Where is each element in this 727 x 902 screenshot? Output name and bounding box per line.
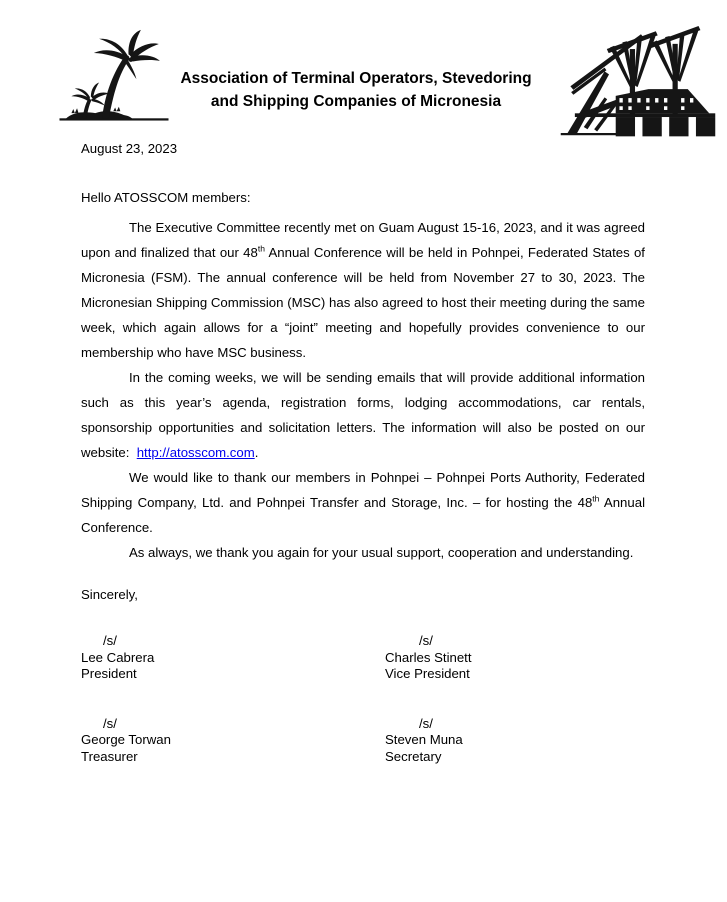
signature-block-secretary (385, 716, 645, 766)
paragraph-conference-announcement: The Executive Committee recently met on Guam August 15-16, 2023, and it was agreed upon and finalized that our 48th Annual Conference will be held in Pohnpei, Federated States of Micronesia (FSM). The annual conference will be held from November 27 to 30, 2023. The Micronesian Shipping Commission (MSC) has also agreed to host their meeting during the same week, which again allows for a “joint” meeting and hopefully provides convenience to our membership who have MSC business. (81, 220, 645, 360)
closing-salutation: Sincerely, (81, 587, 138, 602)
signature-name: Steven Muna (385, 732, 463, 747)
signature-title: Secretary (385, 748, 442, 764)
org-title-line1: Association of Terminal Operators, Stevedoring (180, 70, 532, 87)
signature-block-vice-president (385, 633, 645, 683)
ordinal-superscript: th (257, 243, 265, 254)
org-title-line2: and Shipping Companies of Micronesia (210, 92, 502, 110)
signature-block-treasurer (81, 716, 385, 766)
signature-title: Vice President (385, 666, 470, 681)
signature-title: President (81, 666, 137, 681)
date-line: August 23, 2023 (81, 141, 178, 156)
signature-title: Treasurer (81, 748, 138, 764)
signature-row-2 (81, 716, 645, 766)
ship-crane-dock-logo-icon (560, 22, 716, 140)
paragraph-upcoming-emails: In the coming weeks, we will be sending emails that will provide additional information such as this year’s agenda, registration forms, lodging accommodations, car rentals, sponsorship opportunities and solicitation letters. The information will also be posted on our website: http://atosscom.com. (81, 370, 645, 460)
paragraph-closing-thanks: As always, we thank you again for your usual support, cooperation and understanding. (129, 545, 634, 560)
signature-block-president (81, 633, 385, 683)
signature-slash: /s/ (103, 715, 117, 731)
paragraph-thanks-hosts: We would like to thank our members in Pohnpei – Pohnpei Ports Authority, Federated Shipping Company, Ltd. and Pohnpei Transfer and Storage, Inc. – for hosting the 48th Annual Conference. (81, 470, 645, 535)
signature-name: Charles Stinett (385, 649, 472, 665)
greeting: Hello ATOSSCOM members: (81, 190, 251, 205)
letter-body (81, 141, 645, 765)
signature-row-1 (81, 633, 645, 683)
signature-name: George Torwan (81, 732, 171, 747)
signature-slash: /s/ (419, 633, 433, 648)
website-link[interactable]: http://atosscom.com (136, 445, 255, 460)
ordinal-superscript: th (592, 493, 600, 504)
signature-name: Lee Cabrera (81, 649, 155, 665)
signature-slash: /s/ (103, 633, 117, 648)
org-title (136, 68, 576, 113)
signature-slash: /s/ (419, 715, 433, 731)
